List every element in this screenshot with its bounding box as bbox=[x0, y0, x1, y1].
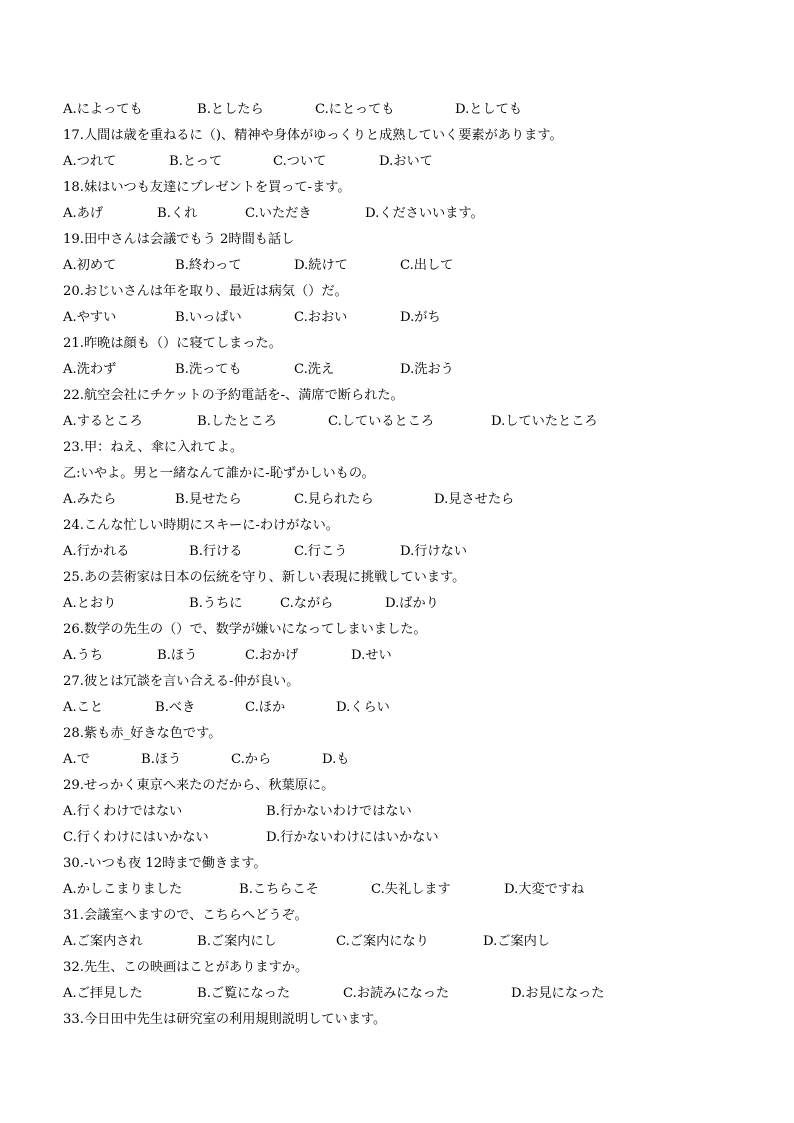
answer-option: A.洗わず bbox=[63, 362, 117, 377]
question-line: 24.こんな忙しい時期にスキーに-わけがない。 bbox=[63, 518, 339, 533]
question-line: 乙:いやよ。男と一緒なんて誰かに-恥ずかしいもの。 bbox=[63, 466, 375, 481]
answer-option: A.うち bbox=[63, 648, 104, 663]
answer-option: A.行くわけではない bbox=[63, 804, 183, 819]
answer-option: A.によっても bbox=[63, 102, 143, 117]
question-line: 19.田中さんは会議でもう 2時間も話し bbox=[63, 232, 295, 247]
answer-option: A.ご拝見した bbox=[63, 986, 143, 1001]
answer-option: B.くれ bbox=[157, 206, 198, 221]
answer-option: D.行かないわけにはいかない bbox=[266, 830, 439, 845]
question-line: 33.今日田中先生は研究室の利用規則説明しています。 bbox=[63, 1012, 387, 1027]
answer-option: C.行こう bbox=[294, 544, 348, 559]
answer-option: C.行くわけにはいかない bbox=[63, 830, 209, 845]
answer-option: D.お見になった bbox=[511, 986, 605, 1001]
answer-option: A.で bbox=[63, 752, 90, 767]
options-row bbox=[63, 256, 743, 276]
question-line: 18.妹はいつも友達にプレゼントを買って-ます。 bbox=[63, 180, 351, 195]
answer-option: D.見させたら bbox=[434, 492, 515, 507]
answer-option: A.こと bbox=[63, 700, 104, 715]
answer-option: A.つれて bbox=[63, 154, 117, 169]
answer-option: B.とって bbox=[169, 154, 223, 169]
answer-option: D.も bbox=[322, 752, 350, 767]
options-row bbox=[63, 828, 743, 848]
question-line: 22.航空会社にチケットの予約電話を-、満席で断られた。 bbox=[63, 388, 404, 403]
answer-option: D.せい bbox=[351, 648, 392, 663]
answer-option: A.ご案内され bbox=[63, 934, 143, 949]
answer-option: B.行かないわけではない bbox=[266, 804, 412, 819]
options-row bbox=[63, 802, 743, 822]
options-row bbox=[63, 646, 743, 666]
answer-option: B.べき bbox=[155, 700, 196, 715]
answer-option: B.ほう bbox=[141, 752, 182, 767]
options-row bbox=[63, 698, 743, 718]
answer-option: A.みたら bbox=[63, 492, 117, 507]
answer-option: C.から bbox=[231, 752, 272, 767]
question-line: 29.せっかく東京へ来たのだから、秋葉原に。 bbox=[63, 778, 335, 793]
answer-option: C.にとっても bbox=[315, 102, 395, 117]
question-line: 17.人間は歳を重ねるに（)、精神や身体がゆっくりと成熟していく要素があります。 bbox=[63, 128, 563, 143]
answer-option: D.くださいいます。 bbox=[365, 206, 484, 221]
answer-option: A.行かれる bbox=[63, 544, 130, 559]
answer-option: A.あげ bbox=[63, 206, 104, 221]
answer-option: D.洗おう bbox=[400, 362, 454, 377]
answer-option: C.いただき bbox=[245, 206, 312, 221]
question-line: 23.甲：ねえ、傘に入れてよ。 bbox=[63, 440, 244, 455]
answer-option: D.していたところ bbox=[491, 414, 598, 429]
answer-option: C.ご案内になり bbox=[336, 934, 429, 949]
answer-option: C.出して bbox=[400, 258, 454, 273]
answer-option: A.かしこまりました bbox=[63, 882, 183, 897]
answer-option: C.おおい bbox=[294, 310, 348, 325]
answer-option: D.おいて bbox=[379, 154, 433, 169]
answer-option: D.続けて bbox=[294, 258, 348, 273]
options-row bbox=[63, 594, 743, 614]
answer-option: D.行けない bbox=[400, 544, 468, 559]
answer-option: B.終わって bbox=[175, 258, 242, 273]
question-line: 32.先生、この映画はことがありますか。 bbox=[63, 960, 309, 975]
answer-option: B.ほう bbox=[157, 648, 198, 663]
options-row bbox=[63, 360, 743, 380]
answer-option: D.がち bbox=[400, 310, 441, 325]
answer-option: B.ご覧になった bbox=[197, 986, 291, 1001]
answer-option: B.行ける bbox=[189, 544, 243, 559]
options-row bbox=[63, 984, 743, 1004]
answer-option: A.初めて bbox=[63, 258, 117, 273]
options-row bbox=[63, 880, 743, 900]
answer-option: B.いっぱい bbox=[175, 310, 242, 325]
answer-option: B.洗っても bbox=[175, 362, 242, 377]
answer-option: D.ご案内し bbox=[483, 934, 551, 949]
answer-option: A.するところ bbox=[63, 414, 143, 429]
answer-option: C.失礼します bbox=[371, 882, 451, 897]
answer-option: C.しているところ bbox=[328, 414, 435, 429]
answer-option: C.見られたら bbox=[294, 492, 374, 507]
answer-option: C.おかげ bbox=[245, 648, 299, 663]
answer-option: B.うちに bbox=[189, 596, 243, 611]
question-line: 31.会議室へますので、こちらへどうぞ。 bbox=[63, 908, 308, 923]
options-row bbox=[63, 152, 743, 172]
options-row bbox=[63, 412, 743, 432]
answer-option: C.ながら bbox=[280, 596, 334, 611]
options-row bbox=[63, 490, 743, 510]
answer-option: B.としたら bbox=[197, 102, 264, 117]
options-row bbox=[63, 932, 743, 952]
answer-option: D.ばかり bbox=[385, 596, 439, 611]
options-row bbox=[63, 308, 743, 328]
question-line: 27.彼とは冗談を言い合える-仲が良い。 bbox=[63, 674, 300, 689]
question-line: 25.あの芸術家は日本の伝統を守り、新しい表現に挑戦しています。 bbox=[63, 570, 466, 585]
answer-option: C.ついて bbox=[273, 154, 327, 169]
answer-option: D.としても bbox=[455, 102, 523, 117]
answer-option: C.お読みになった bbox=[343, 986, 450, 1001]
answer-option: A.とおり bbox=[63, 596, 117, 611]
question-line: 28.紫も赤_好きな色です。 bbox=[63, 726, 222, 741]
answer-option: B.こちらこそ bbox=[239, 882, 319, 897]
answer-option: B.ご案内にし bbox=[197, 934, 277, 949]
options-row bbox=[63, 100, 743, 120]
options-row bbox=[63, 542, 743, 562]
options-row bbox=[63, 204, 743, 224]
question-line: 21.昨晩は顔も（）に寝てしまった。 bbox=[63, 336, 282, 351]
answer-option: C.ほか bbox=[245, 700, 286, 715]
answer-option: D.くらい bbox=[336, 700, 390, 715]
answer-option: C.洗え bbox=[294, 362, 335, 377]
options-row bbox=[63, 750, 743, 770]
answer-option: D.大変ですね bbox=[504, 882, 585, 897]
question-line: 20.おじいさんは年を取り、最近は病気（）だ。 bbox=[63, 284, 348, 299]
question-line: 30.-いつも夜 12時まで働きます。 bbox=[63, 856, 267, 871]
answer-option: B.したところ bbox=[197, 414, 277, 429]
answer-option: B.見せたら bbox=[175, 492, 242, 507]
answer-option: A.やすい bbox=[63, 310, 117, 325]
question-line: 26.数学の先生の（）で、数学が嫌いになってしまいました。 bbox=[63, 622, 427, 637]
